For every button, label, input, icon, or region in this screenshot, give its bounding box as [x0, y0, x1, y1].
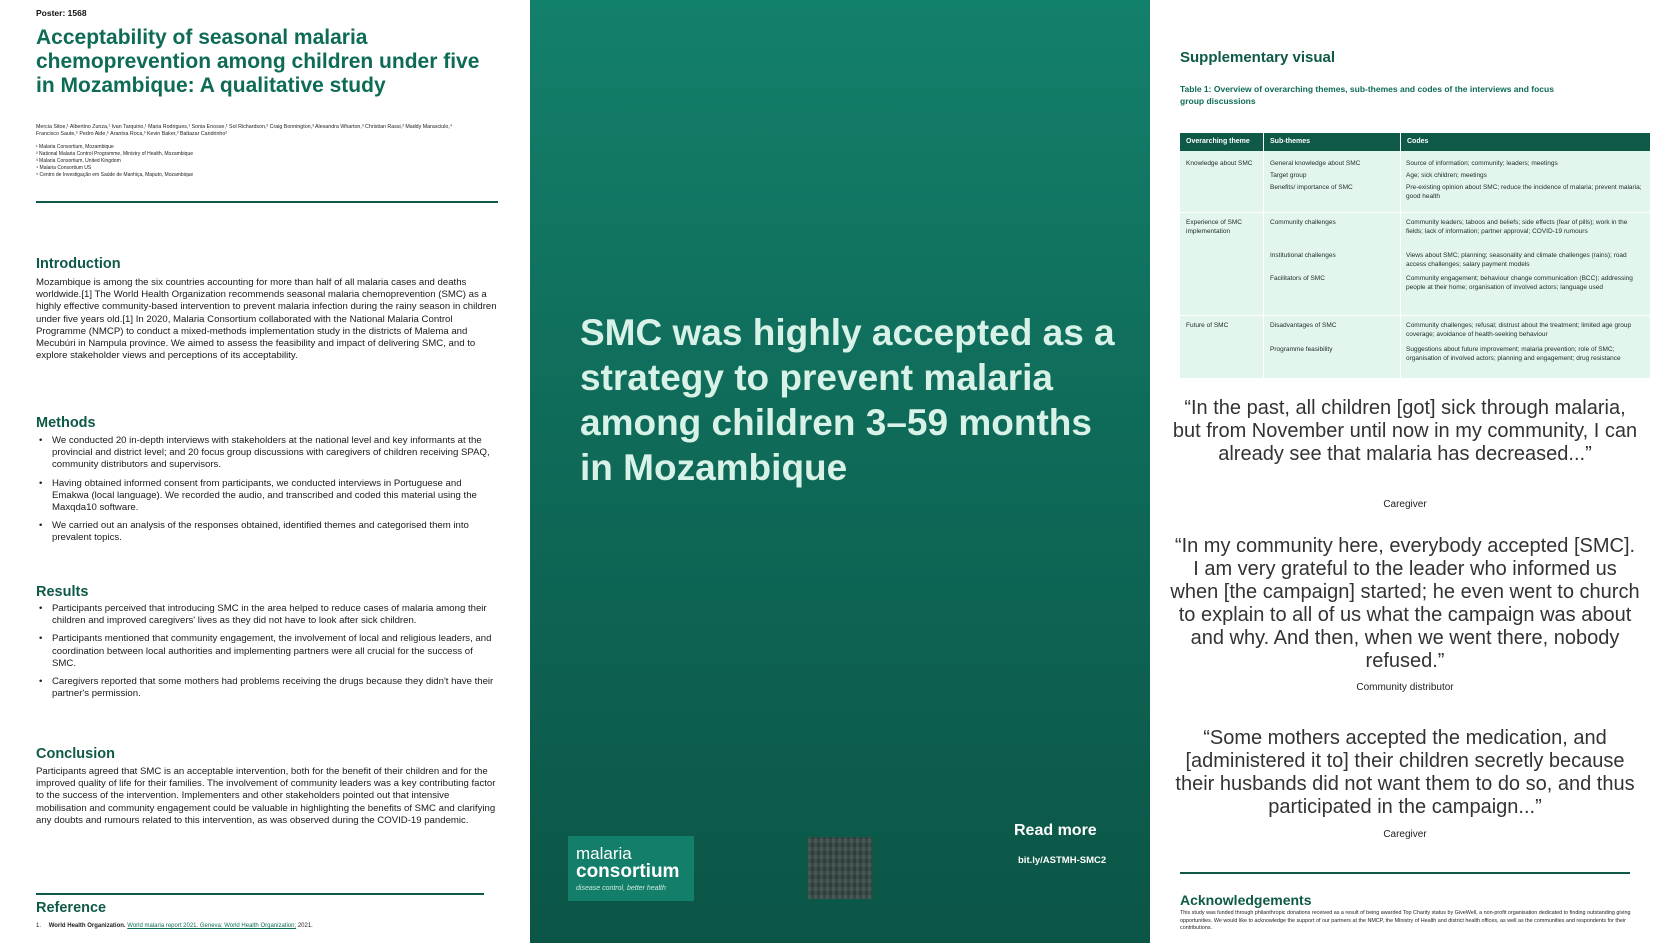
results-item: • Participants mentioned that community engagement, the involvement of local and religious leaders, and coordination between local authorities and implementing partners were all crucial for the success of SMC.	[36, 633, 498, 670]
table-codes: Views about SMC; planning; seasonality and climate challenges (rains); road access challenges; salary payment models	[1406, 252, 1627, 268]
quote-source: Community distributor	[1356, 682, 1454, 693]
acknowledgements-divider	[1180, 872, 1630, 874]
reference-year: 2021.	[297, 923, 313, 929]
methods-item: • We carried out an analysis of the responses obtained, identified themes and categorised them into prevalent topics.	[36, 520, 498, 544]
reference-author: World Health Organization.	[48, 923, 126, 929]
reference-link[interactable]: World malaria report 2021. Geneva: World Health Organization;	[127, 923, 297, 929]
introduction-text: Mozambique is among the six countries accounting for more than half of all malaria cases and deaths worldwide.[1] The World Health Organization recommends seasonal malaria chemoprevention (SMC) as a highly effective community-based intervention to prevent malaria infection during the rainy season in children under five years old.[1] In 2020, Malaria Consortium collaborated with the National Malaria Control Programme (NMCP) to conduct a mixed-methods implementation study in the districts of Malema and Mecubúri in Nampula province. We aimed to assess the feasibility and impact of delivering SMC, and to explore stakeholder views and perceptions of its acceptability.	[36, 277, 497, 362]
table-subtheme: Target group	[1270, 172, 1307, 179]
qr-code-icon[interactable]	[808, 837, 872, 899]
results-list	[36, 603, 498, 706]
results-item: • Participants perceived that introducing SMC in the area helped to reduce cases of malaria among their children and improved caregivers' lives as they did not have to look after sick children.	[36, 603, 498, 627]
table-subtheme: General knowledge about SMC	[1270, 160, 1361, 167]
reference-item	[36, 923, 313, 929]
logo-line-1: malaria	[576, 844, 632, 863]
affiliation-item: ¹ Malaria Consortium, Mozambique	[36, 144, 114, 150]
table-subtheme: Community challenges	[1270, 219, 1336, 226]
poster-number: Poster: 1568	[36, 8, 87, 18]
column-header-theme: Overarching theme	[1186, 138, 1250, 145]
themes-table	[1180, 133, 1650, 378]
affiliation-item: ³ Malaria Consortium, United Kingdom	[36, 158, 121, 164]
affiliation-list	[36, 144, 476, 179]
methods-item: • We conducted 20 in-depth interviews with stakeholders at the national level and key informants at the provincial and district level; and 20 focus group discussions with caregivers of children receiving SPAQ, community distributors and supervisors.	[36, 435, 498, 472]
supplementary-heading: Supplementary visual	[1180, 49, 1336, 66]
methods-heading: Methods	[36, 415, 96, 431]
conclusion-text: Participants agreed that SMC is an acceptable intervention, both for the benefit of their children and for the improved quality of life for their families. The involvement of community leaders was a key contributing factor to the success of the intervention. Implementers and other stakeholders pointed out that intensive mobilisation and community engagement could be valuable in highlighting the benefits of SMC and clarifying any doubts and rumours related to this intervention, as was observed during the COVID-19 pandemic.	[36, 766, 496, 826]
methods-item: • Having obtained informed consent from participants, we conducted interviews in Portuguese and Emakwa (local language). We recorded the audio, and transcribed and coded this material using the Maxqda10 software.	[36, 478, 498, 515]
table-codes: Suggestions about future improvement; malaria prevention; role of SMC; organisation of involved actors; planning and engagement; drug resistance	[1406, 346, 1621, 362]
table-codes: Community challenges; refusal; distrust about the treatment; limited age group coverage; avoidance of health-seeking behaviour	[1406, 322, 1632, 338]
table-caption: Table 1: Overview of overarching themes, sub-themes and codes of the interviews and focus group discussions	[1180, 84, 1554, 106]
table-subtheme: Institutional challenges	[1270, 252, 1336, 259]
headline-panel	[530, 0, 1150, 943]
reference-number: 1.	[36, 923, 42, 929]
column-header-subthemes: Sub-themes	[1270, 138, 1311, 145]
table-header-row	[1180, 133, 1650, 151]
column-header-codes: Codes	[1407, 138, 1429, 145]
table-subtheme: Disadvantages of SMC	[1270, 322, 1337, 329]
column-divider	[1263, 133, 1264, 378]
affiliation-item: ⁵ Centro de Investigação em Saúde de Manhiça, Maputo, Mozambique	[36, 172, 194, 178]
table-subtheme: Benefits/ importance of SMC	[1270, 184, 1353, 191]
group-divider	[1180, 315, 1650, 316]
results-item: • Caregivers reported that some mothers had problems receiving the drugs because they didn't have their partner's permission.	[36, 676, 498, 700]
acknowledgements-heading: Acknowledgements	[1180, 892, 1312, 908]
results-heading: Results	[36, 584, 89, 600]
affiliation-item: ² National Malaria Control Programme, Ministry of Health, Mozambique	[36, 151, 194, 157]
table-subtheme: Programme feasibility	[1270, 346, 1333, 353]
quote-source: Caregiver	[1383, 829, 1427, 840]
logo-tagline: disease control, better health	[576, 885, 666, 892]
methods-list	[36, 435, 498, 551]
conclusion-heading: Conclusion	[36, 746, 115, 762]
column-divider	[1400, 133, 1401, 378]
quote-text: “In my community here, everybody accepted [SMC]. I am very grateful to the leader who informed us when [the campaign] started; he even went to church to explain to all of us what the campaign was about and why. And then, when we went there, nobody refused.”	[1170, 535, 1640, 672]
left-column	[0, 0, 530, 943]
author-list: Mercia Sitoe,¹ Albertino Zunza,¹ Ivan Tarquino,¹ Maria Rodrigues,¹ Sonia Enosse,¹ Sol Richardson,² Craig Bonnington,³ Alexandra Wharton,³ Christian Rassi,³ Maddy Marasciulo,⁴ Francisco Saute,⁵ Pedro Aide,⁵ Arantxa Roca,³ Kevin Baker,³ Baltazar Candrinho²	[36, 124, 453, 137]
group-divider	[1180, 212, 1650, 213]
table-codes: Pre-existing opinion about SMC; reduce the incidence of malaria; prevent malaria; good health	[1406, 184, 1642, 200]
right-column	[1150, 0, 1678, 943]
read-more-label: Read more	[1014, 822, 1097, 839]
quote-source: Caregiver	[1383, 499, 1427, 510]
affiliation-item: ⁴ Malaria Consortium US	[36, 165, 92, 171]
reference-divider	[36, 893, 484, 895]
table-subtheme: Facilitators of SMC	[1270, 275, 1325, 282]
reference-heading: Reference	[36, 900, 107, 916]
table-codes: Age; sick children; meetings	[1406, 172, 1487, 179]
read-more-link[interactable]: bit.ly/ASTMH-SMC2	[1018, 855, 1107, 866]
logo-line-2: consortium	[576, 861, 680, 882]
acknowledgements-text: This study was funded through philanthropic donations received as a result of being awarded Top Charity status by GiveWell, a non-profit organisation dedicated to finding outstanding giving opportunities. We would like to acknowledge the support of our partners at the NMCP, the Ministry of Health and district health offices, as well as the communities and respondents for their contributions.	[1180, 910, 1631, 931]
poster-title: Acceptability of seasonal malaria chemoprevention among children under five in Mozambique: A qualitative study	[36, 26, 480, 97]
table-codes: Community engagement; behaviour change communication (BCC); addressing people at their home; organisation of involved actors; language used	[1406, 275, 1633, 291]
quote-text: “In the past, all children [got] sick through malaria, but from November until now in my community, I can already see that malaria has decreased...”	[1172, 397, 1638, 465]
table-codes: Source of information; community; leaders; meetings	[1406, 160, 1558, 167]
table-theme: Knowledge about SMC	[1186, 160, 1253, 167]
introduction-heading: Introduction	[36, 256, 121, 272]
key-message-headline: SMC was highly accepted as a strategy to prevent malaria among children 3–59 months in Mozambique	[580, 312, 1115, 488]
malaria-consortium-logo	[568, 836, 694, 901]
header-divider	[36, 201, 498, 203]
table-theme: Experience of SMC implementation	[1186, 219, 1242, 235]
quote-text: “Some mothers accepted the medication, and [administered it to] their children secretly because their husbands did not want them to do so, and thus participated in the campaign...”	[1175, 727, 1635, 818]
table-theme: Future of SMC	[1186, 322, 1229, 329]
table-codes: Community leaders; taboos and beliefs; side effects (fear of pills); work in the fields; lack of information; partner approval; COVID-19 rumours	[1406, 219, 1628, 235]
